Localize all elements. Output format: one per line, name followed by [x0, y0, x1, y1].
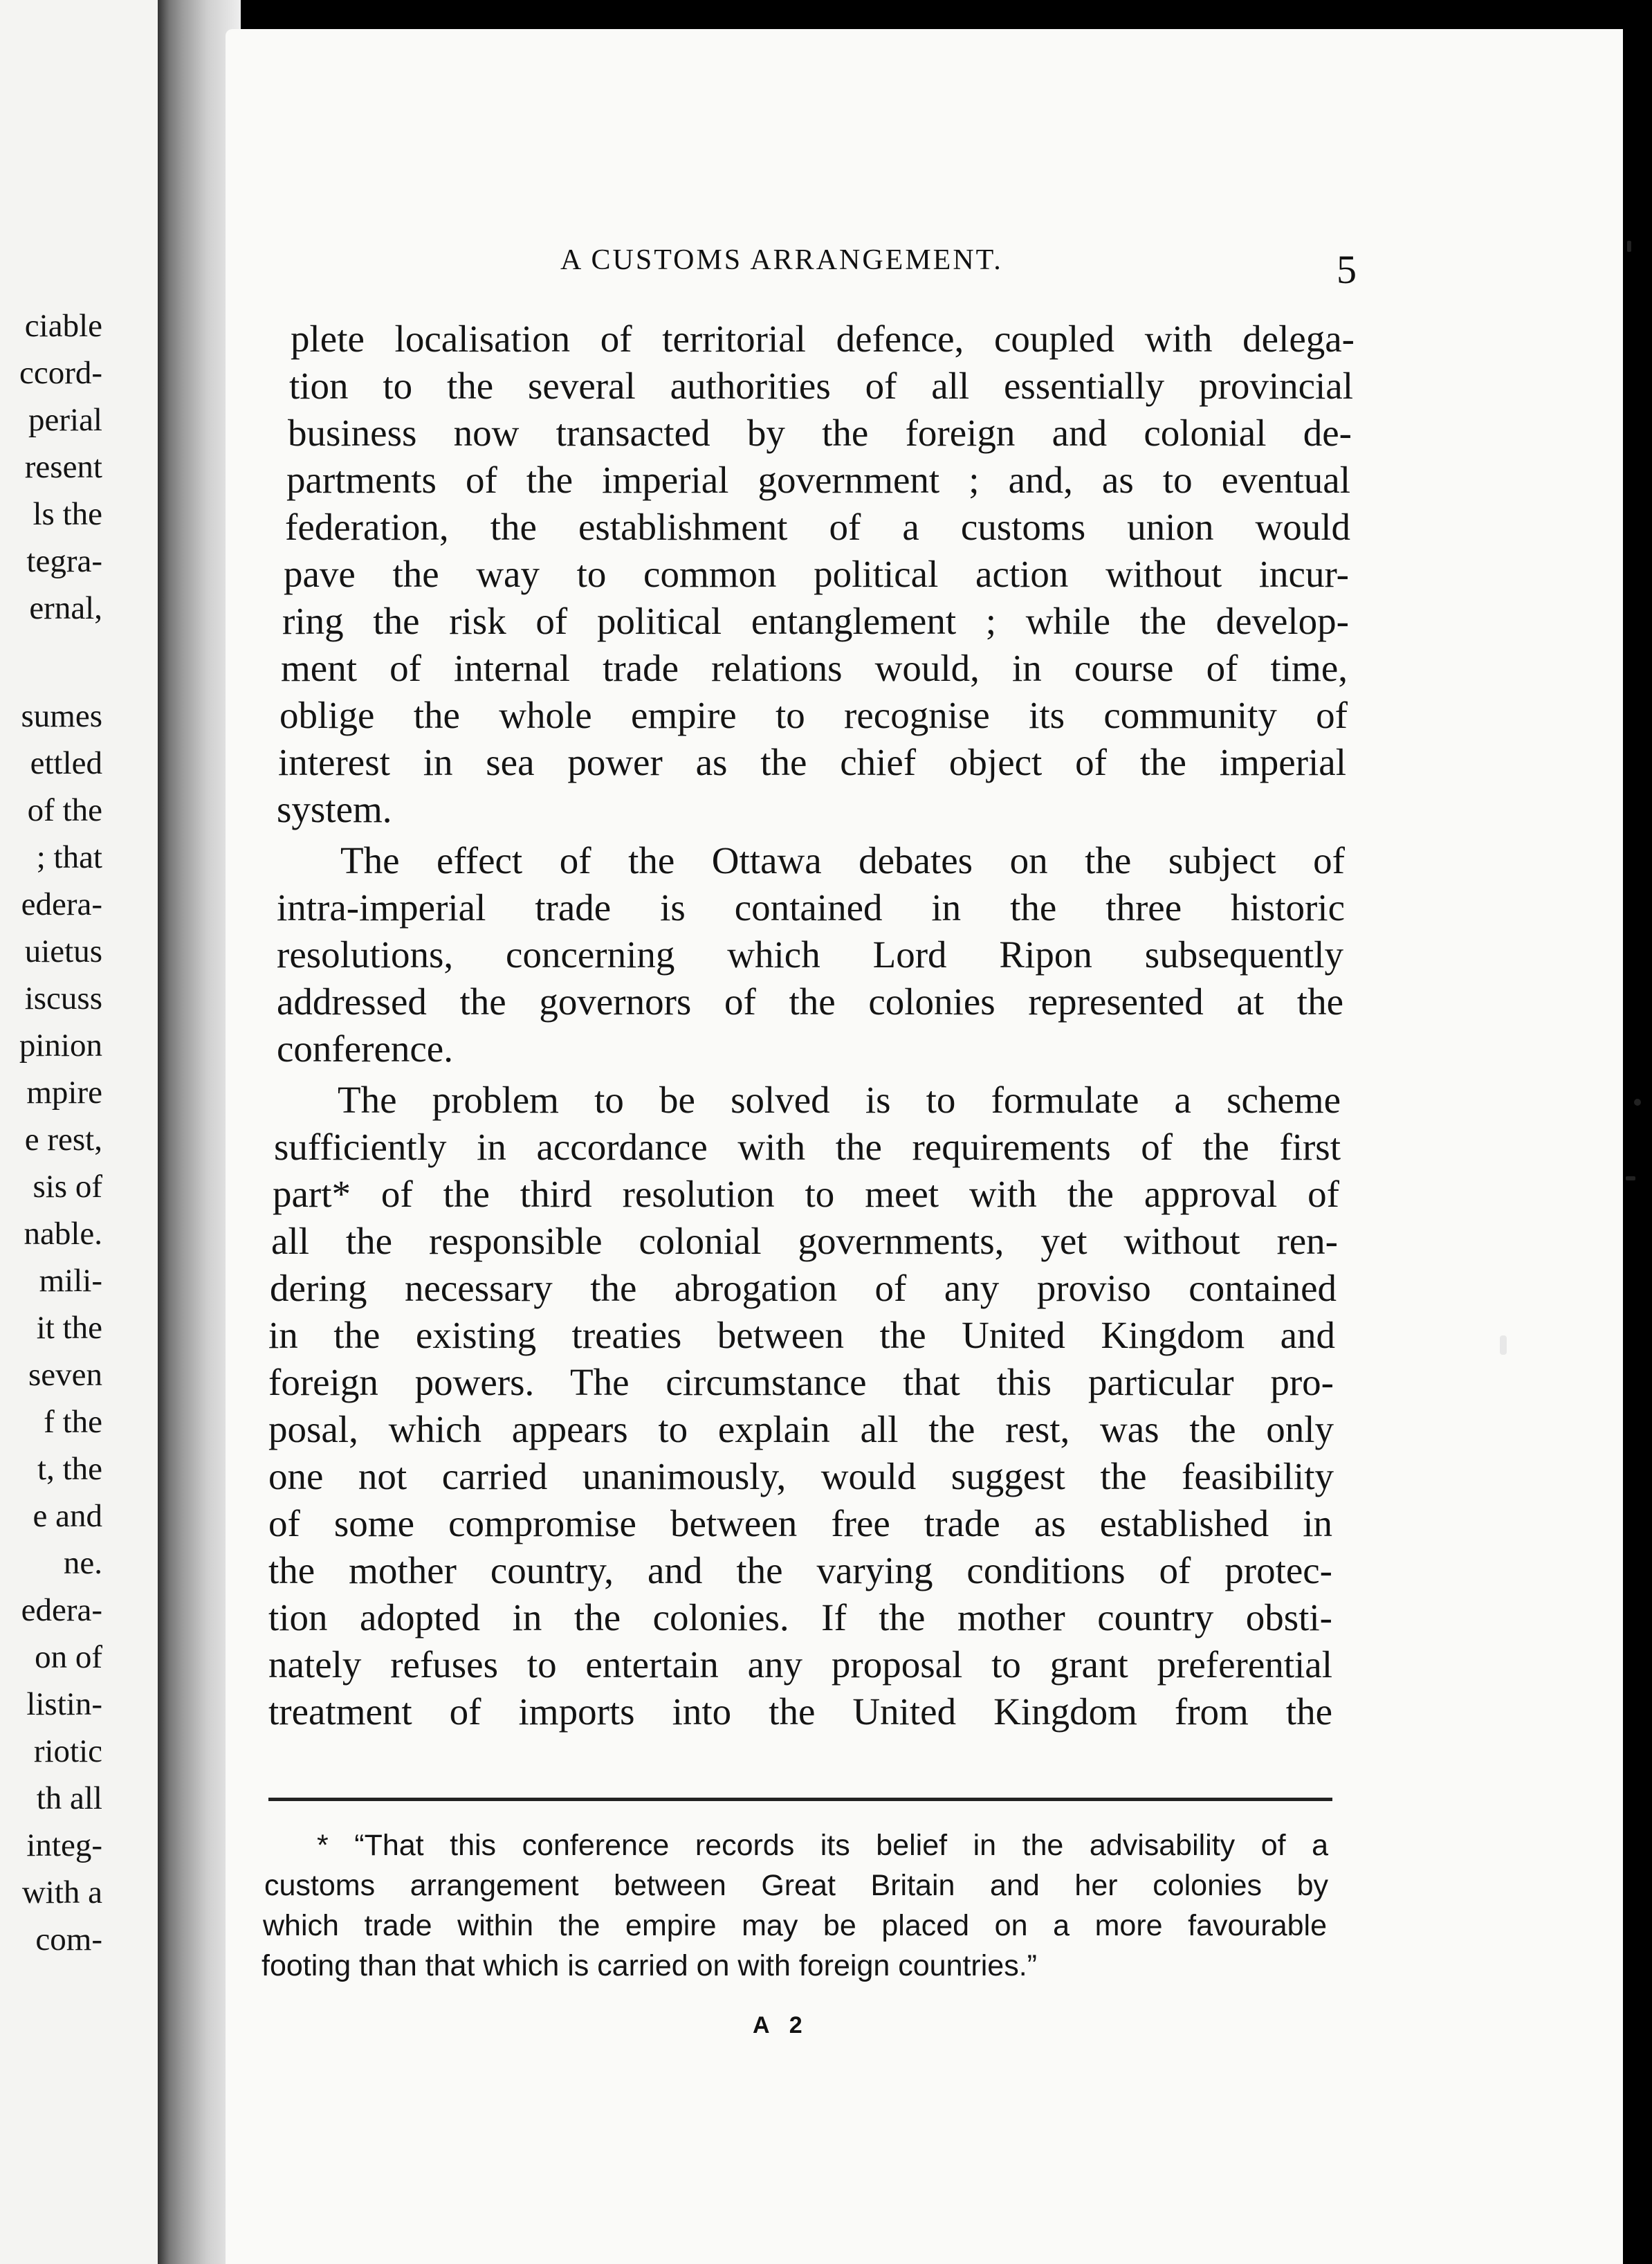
body-line: all the responsible colonial governments, yet without ren- — [271, 1220, 1338, 1262]
signature-mark: A 2 — [753, 2012, 809, 2038]
facing-page-fragment: perial — [28, 402, 102, 438]
body-line: ment of internal trade relations would, in course of time, — [281, 647, 1348, 689]
body-line: part* of the third resolution to meet with the approval of — [273, 1173, 1339, 1215]
facing-page-fragment: ne. — [63, 1545, 102, 1581]
facing-page-fragment: t, the — [37, 1451, 102, 1487]
page-number: 5 — [1337, 247, 1357, 292]
body-line: pave the way to common political action without incur- — [284, 553, 1349, 595]
facing-page-fragment: com- — [35, 1921, 102, 1957]
facing-page-fragment: nable. — [24, 1216, 102, 1252]
body-line: The problem to be solved is to formulate a scheme — [338, 1079, 1341, 1121]
body-line: foreign powers. The circumstance that this particular pro- — [268, 1361, 1334, 1403]
facing-page-fragment: ; that — [36, 839, 102, 875]
footnote-line: footing than that which is carried on with foreign countries.” — [261, 1949, 1037, 1982]
footnote-line: * “That this conference records its belief in the advisability of a — [317, 1829, 1328, 1862]
body-line: one not carried unanimously, would suggest the feasibility — [268, 1455, 1334, 1497]
facing-page-fragment: listin- — [26, 1686, 102, 1722]
facing-page-fragment: integ- — [26, 1827, 102, 1863]
body-line: addressed the governors of the colonies represented at the — [277, 980, 1343, 1023]
facing-page-fragment: with a — [21, 1874, 102, 1910]
facing-page-fragment: ciable — [24, 308, 102, 344]
body-line: plete localisation of territorial defence, coupled with delega- — [291, 318, 1355, 360]
facing-page-fragment: resent — [24, 449, 102, 485]
facing-page-fragment: ls the — [33, 496, 102, 532]
facing-page-fragment: on of — [35, 1639, 102, 1675]
body-line: sufficiently in accordance with the requirements of the first — [274, 1126, 1341, 1168]
body-line: in the existing treaties between the United Kingdom and — [268, 1314, 1335, 1356]
facing-page-fragment: it the — [36, 1310, 102, 1346]
facing-page-fragment: edera- — [21, 1592, 102, 1628]
body-line: of some compromise between free trade as established in — [268, 1502, 1332, 1544]
facing-page-fragment: tegra- — [26, 543, 102, 579]
facing-page-fragment: of the — [27, 792, 102, 828]
footnote-rule — [268, 1798, 1332, 1801]
facing-page-fragment: mpire — [26, 1075, 102, 1111]
body-line: intra-imperial trade is contained in the three historic — [277, 886, 1345, 929]
facing-page-fragment: e and — [33, 1498, 102, 1534]
facing-page-fragment: edera- — [21, 886, 102, 922]
facing-page-fragment: e rest, — [24, 1122, 102, 1158]
body-line: tion adopted in the colonies. If the mother country obsti- — [268, 1596, 1332, 1638]
facing-page-fragment: ettled — [30, 745, 102, 781]
page-edge — [1623, 29, 1652, 2264]
body-line: system. — [277, 788, 392, 830]
body-line: the mother country, and the varying conditions of protec- — [268, 1549, 1332, 1591]
facing-page-fragment: pinion — [19, 1028, 102, 1063]
facing-page-fragment: ccord- — [19, 355, 102, 391]
body-line: oblige the whole empire to recognise its community of — [279, 694, 1348, 736]
facing-page-fragment: iscuss — [24, 980, 102, 1016]
facing-page-fragment: sis of — [33, 1169, 102, 1205]
body-line: resolutions, concerning which Lord Ripon subsequently — [277, 933, 1343, 976]
body-line: interest in sea power as the chief object of the imperial — [278, 741, 1346, 783]
facing-page-fragment: sumes — [21, 698, 102, 734]
facing-page-fragment: riotic — [33, 1733, 102, 1769]
body-line: nately refuses to entertain any proposal to grant preferential — [268, 1643, 1332, 1686]
facing-page-fragment: seven — [28, 1357, 102, 1393]
body-line: partments of the imperial government ; and, as to eventual — [286, 459, 1350, 501]
facing-page — [0, 0, 178, 2264]
facing-page-fragment: ernal, — [29, 590, 102, 626]
body-line: The effect of the Ottawa debates on the subject of — [340, 839, 1345, 882]
body-line: tion to the several authorities of all essentially provincial — [289, 365, 1353, 407]
footnote-line: customs arrangement between Great Britain and her colonies by — [264, 1869, 1328, 1902]
facing-page-fragment: mili- — [39, 1263, 102, 1299]
body-line: ring the risk of political entanglement ; while the develop- — [282, 600, 1349, 642]
facing-page-fragment: f the — [44, 1404, 102, 1440]
body-line: posal, which appears to explain all the rest, was the only — [268, 1408, 1334, 1450]
body-line: dering necessary the abrogation of any proviso contained — [270, 1267, 1337, 1309]
body-line: business now transacted by the foreign and colonial de- — [288, 412, 1352, 454]
facing-page-fragment: uietus — [24, 933, 102, 969]
body-line: conference. — [277, 1028, 453, 1070]
facing-page-fragment: th all — [36, 1780, 102, 1816]
body-line: treatment of imports into the United Kingdom from the — [268, 1690, 1332, 1733]
running-head: A CUSTOMS ARRANGEMENT. — [560, 244, 1003, 276]
body-line: federation, the establishment of a customs union would — [285, 506, 1350, 548]
footnote-line: which trade within the empire may be placed on a more favourable — [263, 1909, 1327, 1942]
